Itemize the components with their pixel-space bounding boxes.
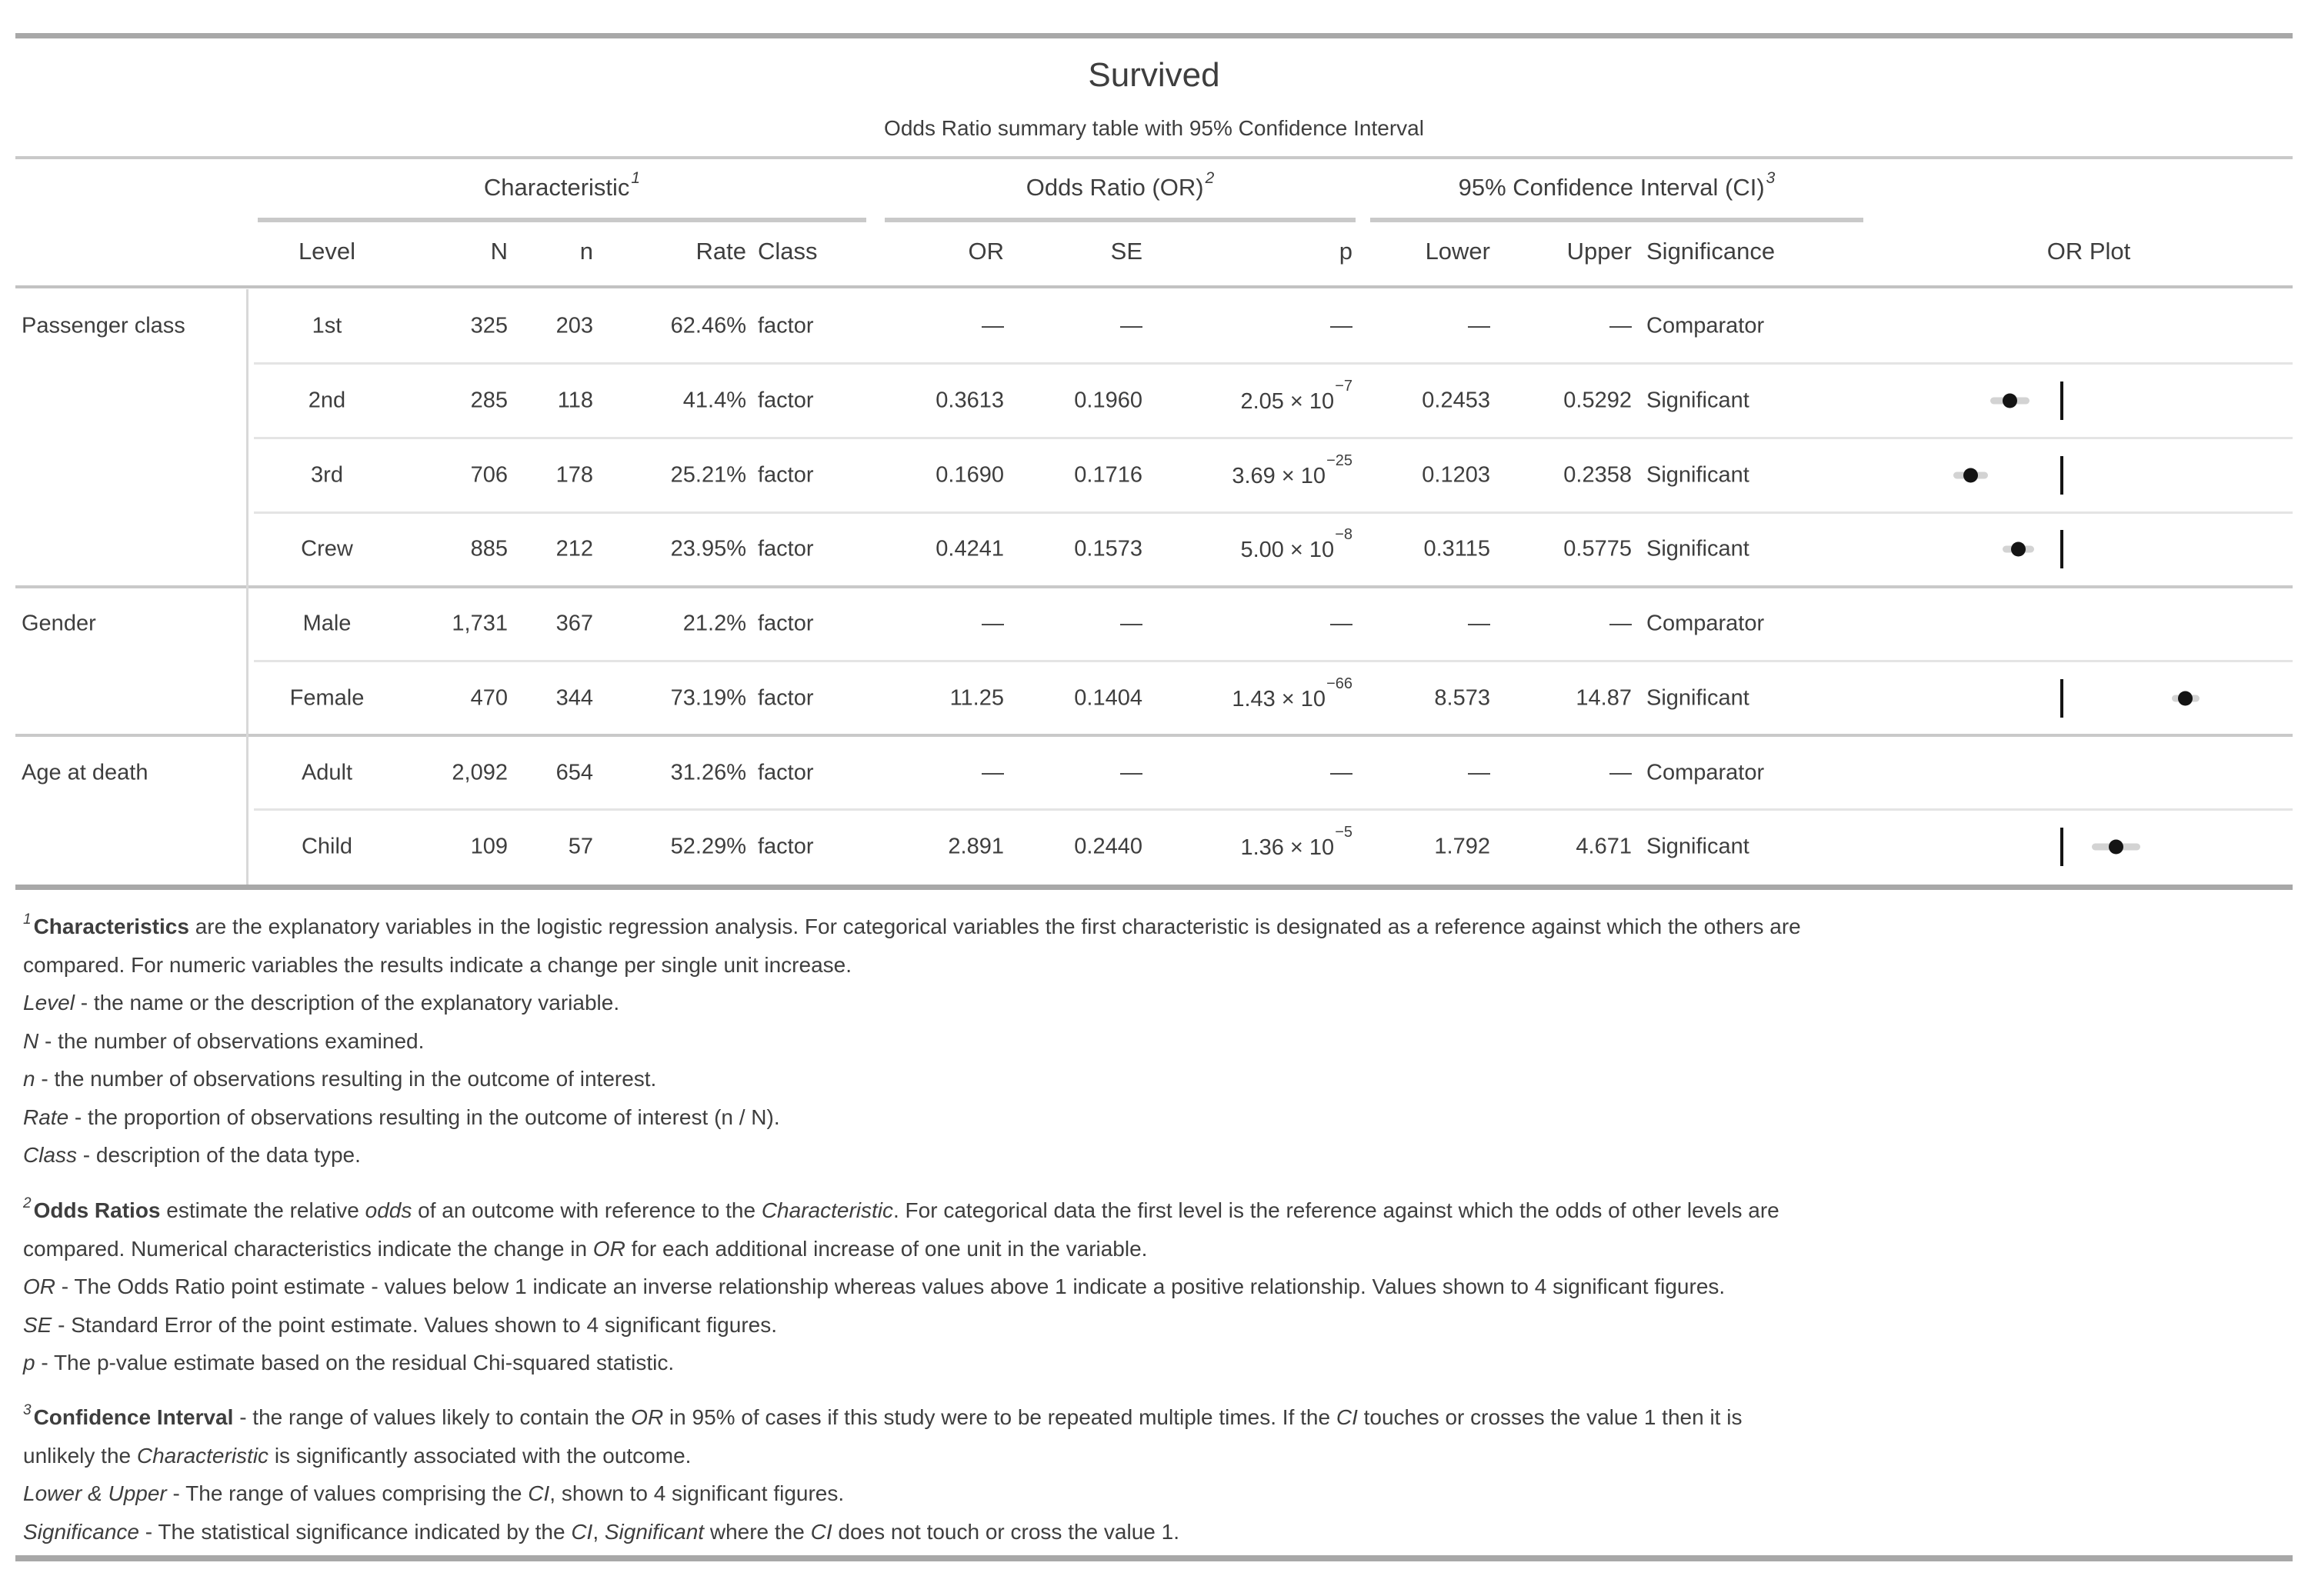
column-header-n: n xyxy=(579,238,593,265)
text-segment: - The p-value estimate based on the residual Chi-squared statistic. xyxy=(35,1351,675,1374)
text-segment: Characteristics xyxy=(33,915,189,938)
text-segment: Significance xyxy=(23,1519,139,1544)
text-segment: does not touch or cross the value 1. xyxy=(832,1519,1179,1544)
footnote-line xyxy=(23,1022,2293,1061)
footnote-line xyxy=(23,1513,2293,1551)
cell-se: — xyxy=(1120,760,1142,785)
cell-N: 325 xyxy=(470,313,508,338)
cell-upper: 14.87 xyxy=(1576,685,1632,711)
cell-upper: — xyxy=(1609,611,1632,636)
text-segment: are the explanatory variables in the logistic regression analysis. For categorical variables the first characteristic is designated as a reference against which the others are xyxy=(188,915,1801,938)
cell-level: Adult xyxy=(301,760,353,785)
cell-p xyxy=(1150,314,1352,339)
reference-line xyxy=(2060,382,2063,420)
row-group-label: Passenger class xyxy=(22,313,185,338)
cell-lower: — xyxy=(1468,313,1490,338)
text-segment: for each additional increase of one unit in the variable. xyxy=(625,1236,1148,1261)
p-mantissa: — xyxy=(1330,313,1352,338)
table-row xyxy=(0,735,2308,810)
column-header-se: SE xyxy=(1110,238,1142,265)
footnote-line xyxy=(23,946,2293,985)
footnote-line xyxy=(23,1268,2293,1306)
text-segment: CI xyxy=(1336,1405,1358,1429)
or-dot xyxy=(2003,394,2017,408)
cell-p xyxy=(1150,611,1352,637)
cell-level: 2nd xyxy=(308,388,346,413)
p-mantissa: — xyxy=(1330,760,1352,785)
column-header-upper: Upper xyxy=(1566,238,1632,265)
text-segment: where the xyxy=(704,1519,811,1544)
cell-upper: 4.671 xyxy=(1576,834,1632,859)
text-segment: - description of the data type. xyxy=(77,1143,361,1167)
p-exponent: −8 xyxy=(1335,526,1352,544)
reference-line xyxy=(2060,530,2063,568)
cell-significance: Significant xyxy=(1646,685,1749,711)
footnote-marker-1: 1 xyxy=(631,169,641,187)
footnote-superscript: 2 xyxy=(23,1195,32,1211)
cell-significance: Significant xyxy=(1646,462,1749,488)
cell-se: 0.1404 xyxy=(1074,685,1142,711)
cell-p xyxy=(1150,760,1352,785)
cell-level: Male xyxy=(302,611,352,636)
cell-level: Child xyxy=(301,834,353,859)
text-segment: Confidence Interval xyxy=(33,1405,234,1429)
cell-n: 212 xyxy=(555,536,593,561)
text-segment: of an outcome with reference to the xyxy=(412,1198,762,1222)
cell-upper: — xyxy=(1609,760,1632,785)
cell-rate: 52.29% xyxy=(670,834,746,859)
cell-level: Female xyxy=(289,685,365,711)
text-segment: Level xyxy=(23,991,75,1015)
cell-or: 11.25 xyxy=(949,685,1004,711)
text-segment: - the name or the description of the explanatory variable. xyxy=(74,991,620,1015)
p-exponent: −5 xyxy=(1335,824,1352,841)
cell-n: 367 xyxy=(555,611,593,636)
cell-or: 0.3613 xyxy=(936,388,1004,413)
table-bottom-rule xyxy=(15,885,2293,890)
reference-line xyxy=(2060,679,2063,718)
column-header-level: Level xyxy=(298,238,356,265)
text-segment: - Standard Error of the point estimate. Values shown to 4 significant figures. xyxy=(52,1312,777,1337)
table-row xyxy=(0,587,2308,661)
or-dot xyxy=(2109,840,2123,855)
cell-significance: Significant xyxy=(1646,536,1749,561)
reference-line xyxy=(2060,828,2063,866)
cell-rate: 25.21% xyxy=(670,462,746,488)
cell-level: 1st xyxy=(312,313,342,338)
text-segment: - the number of observations resulting in the outcome of interest. xyxy=(35,1067,657,1091)
table-row xyxy=(0,438,2308,512)
cell-upper: 0.5292 xyxy=(1563,388,1632,413)
or-dot xyxy=(2178,691,2193,705)
cell-upper: — xyxy=(1609,313,1632,338)
footnote-line xyxy=(23,1398,2293,1437)
table-row xyxy=(0,810,2308,885)
or-dot xyxy=(1963,468,1978,482)
cell-N: 470 xyxy=(470,685,508,711)
footnote-line xyxy=(23,908,2293,946)
cell-or: — xyxy=(982,760,1004,785)
column-header-lower: Lower xyxy=(1425,238,1490,265)
column-group-odds-ratio xyxy=(885,164,1356,212)
cell-se: 0.1960 xyxy=(1074,388,1142,413)
cell-n: 203 xyxy=(555,313,593,338)
cell-lower: — xyxy=(1468,611,1490,636)
row-group-label: Gender xyxy=(22,611,96,636)
cell-lower: 0.2453 xyxy=(1422,388,1490,413)
footnote-line xyxy=(23,1098,2293,1137)
text-segment: - the range of values likely to contain the xyxy=(233,1405,632,1429)
text-segment: odds xyxy=(365,1198,412,1222)
cell-significance: Comparator xyxy=(1646,313,1765,338)
cell-n: 344 xyxy=(555,685,593,711)
cell-se: — xyxy=(1120,611,1142,636)
cell-p xyxy=(1150,378,1352,415)
cell-upper: 0.5775 xyxy=(1563,536,1632,561)
cell-or: — xyxy=(982,611,1004,636)
cell-or: 2.891 xyxy=(948,834,1004,859)
text-segment: Odds Ratios xyxy=(33,1198,161,1222)
text-segment: touches or crosses the value 1 then it is xyxy=(1357,1405,1743,1429)
page-subtitle: Odds Ratio summary table with 95% Confidence Interval xyxy=(884,116,1424,140)
cell-level: Crew xyxy=(301,536,353,561)
cell-class: factor xyxy=(758,685,814,711)
or-dot xyxy=(2011,542,2026,557)
text-segment: , xyxy=(592,1519,605,1544)
text-segment: CI xyxy=(810,1519,832,1544)
table-row xyxy=(0,364,2308,438)
footnote-line xyxy=(23,1060,2293,1098)
p-mantissa: 1.36 × 10 xyxy=(1240,835,1335,861)
p-mantissa: 5.00 × 10 xyxy=(1240,538,1335,563)
cell-lower: 0.3115 xyxy=(1423,536,1490,561)
footnote-2 xyxy=(23,1191,2293,1382)
p-mantissa: — xyxy=(1330,611,1352,636)
cell-or: 0.4241 xyxy=(936,536,1004,561)
confidence-interval-underline xyxy=(1370,218,1863,222)
p-exponent: −7 xyxy=(1335,378,1352,395)
text-segment: compared. Numerical characteristics indicate the change in xyxy=(23,1236,593,1261)
table-row xyxy=(0,661,2308,736)
cell-lower: — xyxy=(1468,760,1490,785)
column-header-N: N xyxy=(490,238,508,265)
table-row xyxy=(0,289,2308,364)
text-segment: Characteristic xyxy=(136,1443,269,1468)
cell-N: 285 xyxy=(470,388,508,413)
cell-class: factor xyxy=(758,536,814,561)
cell-lower: 1.792 xyxy=(1434,834,1490,859)
cell-or: — xyxy=(982,313,1004,338)
row-header-divider xyxy=(246,289,248,885)
cell-se: 0.2440 xyxy=(1074,834,1142,859)
cell-se: 0.1573 xyxy=(1074,536,1142,561)
cell-N: 706 xyxy=(470,462,508,488)
column-group-label: 95% Confidence Interval (CI) xyxy=(1458,174,1765,201)
footnote-line xyxy=(23,1344,2293,1382)
text-segment: SE xyxy=(23,1312,52,1337)
column-group-confidence-interval xyxy=(1370,164,1863,212)
cell-lower: 0.1203 xyxy=(1422,462,1490,488)
text-segment: Lower & Upper xyxy=(23,1481,167,1505)
text-segment: in 95% of cases if this study were to be repeated multiple times. If the xyxy=(663,1405,1336,1429)
footnote-line xyxy=(23,1230,2293,1268)
text-segment: Significant xyxy=(604,1519,705,1544)
text-segment: Characteristic xyxy=(761,1198,893,1222)
text-segment: N xyxy=(23,1028,39,1053)
odds-ratio-underline xyxy=(885,218,1356,222)
footnote-1 xyxy=(23,908,2293,1175)
cell-n: 118 xyxy=(557,388,593,413)
cell-N: 2,092 xyxy=(452,760,508,785)
cell-p xyxy=(1150,675,1352,712)
cell-significance: Significant xyxy=(1646,388,1749,413)
cell-lower: 8.573 xyxy=(1434,685,1490,711)
p-mantissa: 1.43 × 10 xyxy=(1232,686,1326,711)
cell-N: 109 xyxy=(470,834,508,859)
column-header-rate: Rate xyxy=(695,238,746,265)
cell-N: 1,731 xyxy=(452,611,508,636)
p-mantissa: 3.69 × 10 xyxy=(1232,463,1326,488)
cell-significance: Comparator xyxy=(1646,611,1765,636)
footnote-marker-2: 2 xyxy=(1205,169,1215,187)
characteristic-underline xyxy=(258,218,866,222)
text-segment: - The statistical significance indicated by the xyxy=(138,1519,572,1544)
page-bottom-rule xyxy=(15,1555,2293,1561)
cell-or: 0.1690 xyxy=(936,462,1004,488)
reference-line xyxy=(2060,456,2063,495)
text-segment: estimate the relative xyxy=(160,1198,365,1222)
p-exponent: −66 xyxy=(1326,675,1352,693)
column-header-or-plot: OR Plot xyxy=(2046,238,2131,265)
cell-se: — xyxy=(1120,313,1142,338)
column-group-label: Characteristic xyxy=(483,174,630,201)
cell-rate: 21.2% xyxy=(682,611,746,636)
cell-rate: 23.95% xyxy=(670,536,746,561)
text-segment: , shown to 4 significant figures. xyxy=(549,1481,845,1505)
p-exponent: −25 xyxy=(1326,451,1352,469)
text-segment: OR xyxy=(592,1236,625,1261)
page-title: Survived xyxy=(1088,56,1220,94)
cell-significance: Comparator xyxy=(1646,760,1765,785)
text-segment: OR xyxy=(23,1274,55,1298)
text-segment: CI xyxy=(528,1481,550,1505)
cell-p xyxy=(1150,526,1352,564)
column-header-or: OR xyxy=(968,238,1004,265)
table-row xyxy=(0,512,2308,587)
cell-rate: 73.19% xyxy=(670,685,746,711)
text-segment: - The range of values comprising the xyxy=(166,1481,529,1505)
cell-rate: 41.4% xyxy=(682,388,746,413)
cell-n: 57 xyxy=(568,834,593,859)
cell-upper: 0.2358 xyxy=(1563,462,1632,488)
text-segment: n xyxy=(23,1067,35,1091)
footnote-line xyxy=(23,1136,2293,1175)
footnote-3 xyxy=(23,1398,2293,1551)
column-header-class: Class xyxy=(758,238,818,265)
row-group-label: Age at death xyxy=(22,760,148,785)
cell-N: 885 xyxy=(470,536,508,561)
cell-n: 178 xyxy=(555,462,593,488)
text-segment: unlikely the xyxy=(23,1443,137,1468)
footnote-line xyxy=(23,1191,2293,1230)
footnote-line xyxy=(23,1474,2293,1513)
text-segment: p xyxy=(23,1351,35,1374)
cell-significance: Significant xyxy=(1646,834,1749,859)
text-segment: CI xyxy=(571,1519,593,1544)
text-segment: OR xyxy=(631,1405,664,1429)
cell-rate: 31.26% xyxy=(670,760,746,785)
column-group-label: Odds Ratio (OR) xyxy=(1026,174,1204,201)
p-mantissa: 2.05 × 10 xyxy=(1240,388,1335,414)
header-bottom-rule xyxy=(15,285,2293,288)
cell-se: 0.1716 xyxy=(1074,462,1142,488)
cell-class: factor xyxy=(758,834,814,859)
column-header-p: p xyxy=(1339,238,1352,265)
text-segment: is significantly associated with the outcome. xyxy=(268,1443,692,1468)
text-segment: . For categorical data the first level is the reference against which the odds of other levels are xyxy=(893,1198,1779,1222)
cell-class: factor xyxy=(758,462,814,488)
cell-level: 3rd xyxy=(311,462,343,488)
cell-class: factor xyxy=(758,313,814,338)
cell-class: factor xyxy=(758,388,814,413)
cell-p xyxy=(1150,824,1352,861)
cell-class: factor xyxy=(758,611,814,636)
column-group-characteristic xyxy=(258,164,866,212)
cell-p xyxy=(1150,451,1352,489)
footnote-marker-3: 3 xyxy=(1766,169,1776,187)
text-segment: compared. For numeric variables the results indicate a change per single unit increase. xyxy=(23,952,852,977)
text-segment: Class xyxy=(23,1143,78,1167)
text-segment: Rate xyxy=(23,1105,69,1129)
footnote-line xyxy=(23,1306,2293,1344)
text-segment: - the number of observations examined. xyxy=(38,1028,425,1053)
footnote-superscript: 1 xyxy=(23,911,32,928)
footnote-line xyxy=(23,984,2293,1022)
text-segment: - the proportion of observations resulting in the outcome of interest (n / N). xyxy=(68,1105,780,1129)
column-header-significance: Significance xyxy=(1646,238,1776,265)
cell-rate: 62.46% xyxy=(670,313,746,338)
footnote-line xyxy=(23,1437,2293,1475)
top-rule xyxy=(15,33,2293,38)
text-segment: - The Odds Ratio point estimate - values below 1 indicate an inverse relationship whereas values above 1 indicate a positive relationship. Values shown to 4 significant figures. xyxy=(55,1274,1726,1298)
cell-class: factor xyxy=(758,760,814,785)
cell-n: 654 xyxy=(555,760,593,785)
footnote-superscript: 3 xyxy=(23,1402,32,1418)
header-top-rule xyxy=(15,156,2293,159)
